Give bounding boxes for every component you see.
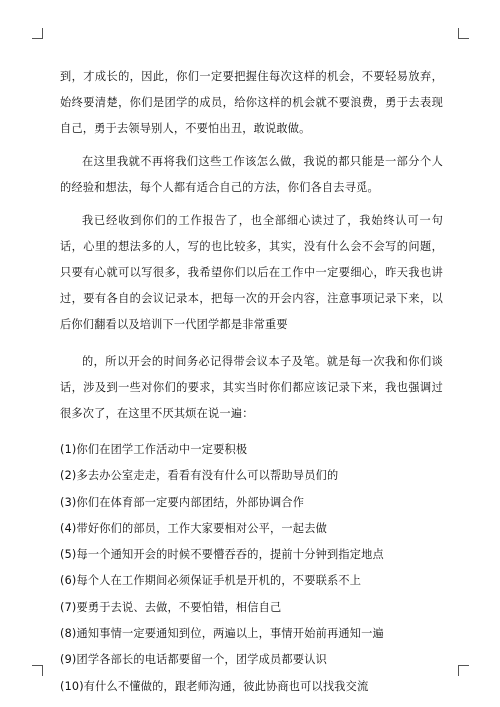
paragraph-1: 到，才成长的，因此，你们一定要把握住每次这样的机会，不要轻易放弃，始终要清楚，你们是团学的成员，给你这样的机会就不要浪费，勇于去表现自己，勇于去领导别人，不要怕出丑，敢说敢做。 — [60, 70, 443, 135]
list-item: (7)要勇于去说、去做，不要怕错，相信自己 — [60, 600, 282, 614]
list-item: (2)多去办公室走走，看看有没有什么可以帮助导员们的 — [60, 469, 339, 483]
crop-mark-bottom-left — [32, 665, 43, 676]
requirements-list — [60, 437, 443, 700]
list-item: (6)每个人在工作期间必须保证手机是开机的，不要联系不上 — [60, 574, 362, 588]
crop-mark-bottom-right — [458, 665, 469, 676]
list-item: (4)带好你们的部员，工作大家要相对公平，一起去做 — [60, 521, 327, 535]
crop-mark-top-right — [458, 28, 469, 39]
paragraph-3: 我已经收到你们的工作报告了，也全部细心读过了，我始终认可一句话，心里的想法多的人，写的也比较多，其实，没有什么会不会写的问题，只要有心就可以写很多，我希望你们以后在工作中一定要细心，昨天我也讲过，要有各自的会议记录本，把每一次的开会内容，注意事项记录下来，以后你们翻看以及培训下一代团学都是非常重要 — [60, 214, 443, 331]
paragraph-4: 的，所以开会的时间务必记得带会议本子及笔。就是每一次我和你们谈话，涉及到一些对你们的要求，其实当时你们都应该记录下来，我也强调过很多次了，在这里不厌其烦在说一遍： — [60, 355, 443, 420]
document-body — [60, 64, 443, 700]
list-item: (5)每一个通知开会的时候不要懵吞吞的，提前十分钟到指定地点 — [60, 548, 384, 562]
crop-mark-top-left — [32, 28, 43, 39]
paragraph-2: 在这里我就不再将我们这些工作该怎么做，我说的都只能是一部分个人的经验和想法，每个人都有适合自己的方法，你们各自去寻觅。 — [60, 155, 443, 194]
list-item: (1)你们在团学工作活动中一定要积极 — [60, 443, 248, 456]
list-item: (3)你们在体育部一定要内部团结，外部协调合作 — [60, 495, 305, 509]
list-item: (10)有什么不懂做的，跟老师沟通，彼此协商也可以找我交流 — [60, 679, 369, 693]
list-item: (9)团学各部长的电话都要留一个，团学成员都要认识 — [60, 653, 327, 667]
list-item: (8)通知事情一定要通知到位，两遍以上，事情开始前再通知一遍 — [60, 627, 384, 641]
